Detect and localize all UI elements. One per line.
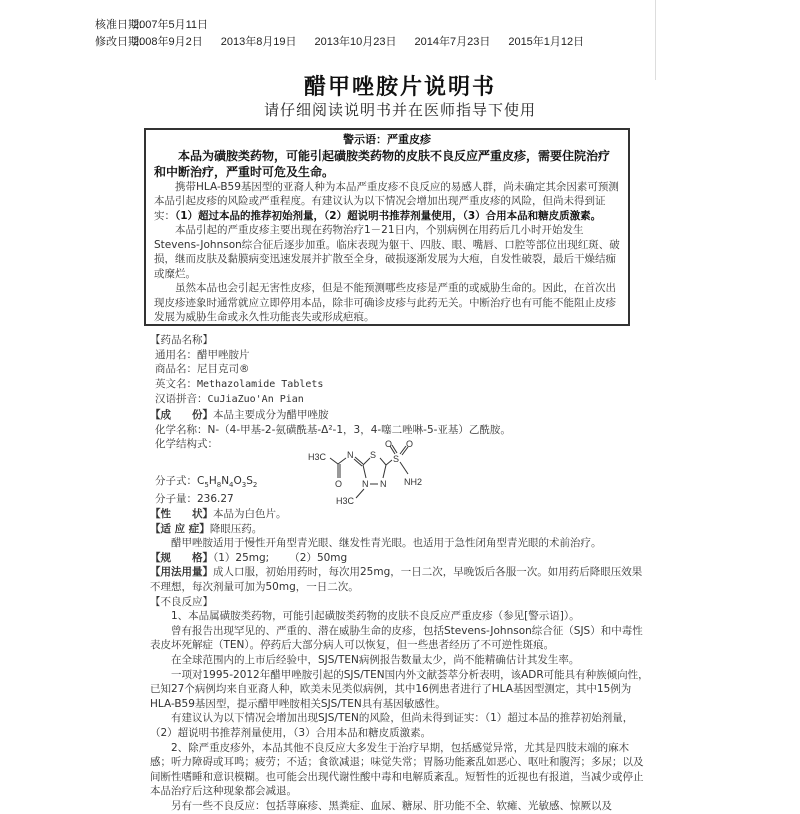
warning-box	[144, 128, 630, 326]
adverse-p7: 另有一些不良反应：包括荨麻疹、黑粪症、血尿、糖尿、肝功能不全、软瘫、光敏感、惊厥以及	[171, 799, 612, 812]
warning-title: 警示语：严重皮疹	[343, 133, 431, 146]
pinyin: CuJiaZuo'An Pian	[207, 394, 304, 406]
generic-name: 通用名：醋甲唑胺片	[155, 348, 250, 361]
atom-o-carbonyl: O	[335, 479, 343, 489]
english-name-label: 英文名：	[155, 377, 197, 390]
date-block	[95, 17, 602, 51]
warning-paragraph-2: 本品引起的严重皮疹主要出现在药物治疗1－21日内，个别病例在用药后几小时开始发生Stevens-Johnson综合征后逐步加重。临床表现为躯干、四肢、眼、嘴唇、口腔等部位出现红斑、破损，继而皮肤及黏膜病变迅速发展并扩散至全身，破损逐渐发展为大疱，自发性破裂，最后干燥结痂或糜烂。	[154, 224, 620, 280]
properties-text: 本品为白色片。	[213, 508, 287, 521]
document-subtitle: 请仔细阅读说明书并在医师指导下使用	[263, 101, 536, 119]
drug-name-heading: 【药品名称】	[150, 334, 213, 346]
trade-name: 商品名：尼目克司®	[155, 363, 250, 376]
adverse-p5: 有建议认为以下情况会增加出现SJS/TEN的风险，但尚未得到证实：（1）超过本品的推荐初始剂量，（2）超说明书推荐剂量使用，（3）合用本品和糖皮质激素。	[150, 712, 634, 739]
revision-label: 修改日期:	[95, 36, 143, 48]
spec-50mg: （2）50mg	[289, 551, 348, 564]
mw-label: 分子量：	[155, 493, 197, 506]
atom-n-ring2: N	[380, 479, 387, 489]
warning-p1-bold: （1）超过本品的推荐初始剂量，（2）超说明书推荐剂量使用，（3）合用本品和糖皮质激素。	[175, 209, 602, 222]
adverse-p2: 曾有报告出现罕见的、严重的、潜在威胁生命的皮疹，包括Stevens-Johnson综合征（SJS）和中毒性表皮坏死解症（TEN）。停药后大部分病人可以恢复，但一些患者经历了不可逆性斑痕。	[150, 624, 643, 652]
approval-label: 核准日期:	[95, 19, 143, 31]
document-title: 醋甲唑胺片说明书	[303, 75, 496, 100]
composition-heading: 【成 份】	[150, 408, 213, 421]
pinyin-label: 汉语拼音：	[155, 393, 208, 406]
atom-o1: O	[385, 440, 393, 449]
insert-body	[150, 333, 650, 814]
atom-s-sulfonyl: S	[393, 454, 400, 464]
warning-paragraph-3: 虽然本品也会引起无害性皮疹，但是不能预测哪些皮疹是严重的或威胁生命的。因此，在首次出现皮疹迹象时通常就应立即停用本品，除非可确诊皮疹与此药无关。中断治疗也有可能不能阻止皮疹发展为威胁生命或永久性功能丧失或形成疤痕。	[154, 282, 616, 323]
english-name-row	[150, 377, 650, 393]
adverse-p1: 1、本品属磺胺类药物，可能引起磺胺类药物的皮肤不良反应严重皮疹（参见[警示语]）。	[171, 610, 580, 623]
atom-n-imine: N	[347, 450, 354, 460]
pinyin-row	[150, 392, 650, 408]
chemical-structure-diagram	[300, 440, 450, 510]
approval-date-row	[95, 17, 602, 34]
warning-paragraph-1	[154, 180, 620, 224]
composition-row	[150, 408, 650, 423]
adverse-p3: 在全球范围内的上市后经验中，SJS/TEN病例报告数量太少，尚不能精确估计其发生率。	[171, 653, 580, 666]
dosage-heading: 【用法用量】	[150, 566, 213, 579]
revision-date: 2008年9月2日	[133, 36, 203, 48]
dosage-row	[150, 565, 650, 594]
revision-date: 2014年7月23日	[414, 36, 491, 48]
atom-n-ring1: N	[362, 479, 369, 489]
atom-s-ring: S	[370, 450, 377, 460]
composition-text: 本品主要成分为醋甲唑胺	[213, 408, 329, 421]
spec-25mg: （1）25mg;	[213, 551, 270, 564]
indications-text: 降眼压药。	[209, 522, 263, 535]
adverse-p6: 2、除严重皮疹外，本品其他不良反应大多发生于治疗早期，包括感觉异常，尤其是四肢末端的麻木感；听力障碍或耳鸣；疲劳；不适；食欲减退；味觉失常；胃肠功能紊乱如恶心、呕吐和腹泻；多尿；以及间断性嗜睡和意识模糊。也可能会出现代谢性酸中毒和电解质紊乱。短暂性的近视也有报道，当减少或停止本品治疗后这种现象都会减退。	[150, 741, 644, 798]
atom-h3c-acetyl: H3C	[308, 452, 327, 462]
molecular-formula: $C_5H_8N_4O_3S_2$	[197, 474, 258, 489]
specification-heading: 【规 格】	[150, 551, 213, 564]
page-edge	[655, 0, 656, 80]
revision-date-row	[95, 34, 602, 51]
structure-label: 化学结构式：	[155, 438, 218, 451]
indications-heading: 【适 应 症】	[150, 522, 210, 535]
revision-date: 2013年8月19日	[220, 36, 297, 48]
revision-date: 2015年1月12日	[508, 36, 585, 48]
adverse-heading: 【不良反应】	[150, 595, 213, 608]
chemical-name: 化学名称：N-（4-甲基-2-氨磺酰基-Δ²-1，3，4-噻二唑啉-5-亚基）乙酰胺。	[155, 423, 511, 436]
atom-o2: O	[406, 440, 414, 449]
approval-date: 2007年5月11日	[133, 19, 209, 31]
indications-detail: 醋甲唑胺适用于慢性开角型青光眼、继发性青光眼。也适用于急性闭角型青光眼的术前治疗。	[171, 537, 602, 550]
warning-p1-text: 携带HLA-B59基因型的亚裔人种为本品严重皮疹不良反应的易感人群，尚未确定其余因素可预测本品引起皮疹的风险或严重程度。有建议认为以下情况会增加出现严重皮疹的风险，但尚未得到证实：	[154, 180, 619, 222]
atom-nh2: NH2	[404, 477, 423, 487]
adverse-p4: 一项对1995-2012年醋甲唑胺引起的SJS/TEN国内外文献荟萃分析表明，该ADR可能具有种族倾向性，已知27个病例均来自亚裔人种，欧美未见类似病例，其中16例患者进行了HLA基因型测定，其中15例为HLA-B59基因型，提示醋甲唑胺相关SJS/TEN具有基因敏感性。	[150, 668, 649, 710]
english-name: Methazolamide Tablets	[197, 378, 324, 390]
atom-h3c-methyl: H3C	[336, 496, 355, 506]
indications-row	[150, 522, 650, 537]
formula-label: 分子式：	[155, 474, 197, 487]
revision-date: 2013年10月23日	[314, 36, 397, 48]
dosage-text: 成人口服，初始用药时，每次用25mg，一日二次，早晚饭后各服一次。如用药后降眼压效果不理想，每次剂量可加为50mg，一日二次。	[150, 566, 643, 593]
molecular-weight: 236.27	[197, 493, 234, 506]
warning-lead: 本品为磺胺类药物，可能引起磺胺类药物的皮肤不良反应严重皮疹，需要住院治疗和中断治疗，严重时可危及生命。	[154, 148, 611, 179]
specification-row	[150, 551, 650, 566]
properties-heading: 【性 状】	[150, 508, 213, 521]
